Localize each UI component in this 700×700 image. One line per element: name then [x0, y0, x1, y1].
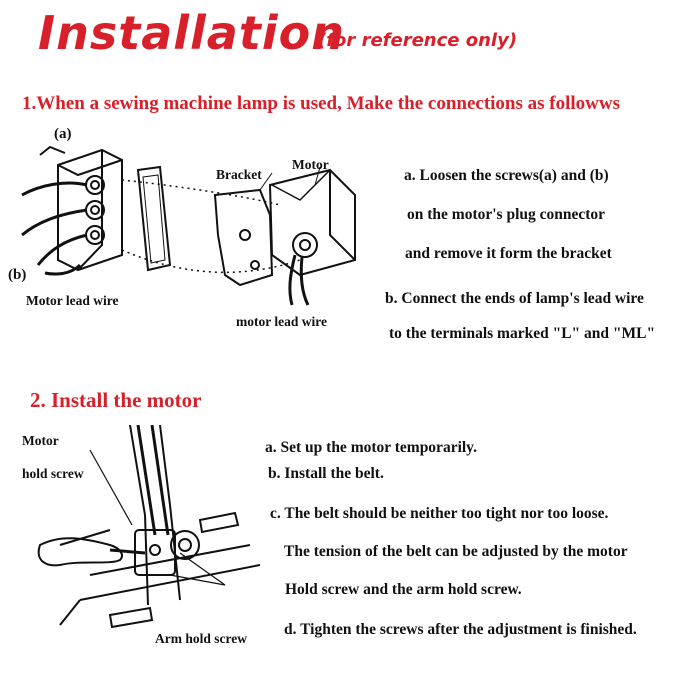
- step-2c-line2: The tension of the belt can be adjusted by the motor: [284, 543, 628, 560]
- step-2d: d. Tighten the screws after the adjustment is finished.: [284, 621, 637, 638]
- label-bracket: Bracket: [216, 167, 262, 182]
- label-arm-hold-screw: Arm hold screw: [155, 631, 247, 646]
- step-1a-line3: and remove it form the bracket: [405, 245, 612, 262]
- step-1a-line1: a. Loosen the screws(a) and (b): [404, 167, 609, 184]
- label-motor: Motor: [292, 157, 329, 172]
- step-1a-line2: on the motor's plug connector: [407, 206, 606, 223]
- section-2-heading: 2. Install the motor: [30, 388, 202, 412]
- label-hold-screw: hold screw: [22, 466, 84, 481]
- step-2c-line1: c. The belt should be neither too tight nor too loose.: [270, 505, 609, 522]
- step-2c-line3: Hold screw and the arm hold screw.: [285, 581, 522, 598]
- label-motor-lead-wire-left: Motor lead wire: [26, 293, 119, 308]
- motor-install-illustration: [20, 425, 260, 640]
- page-title: Installation: [38, 6, 345, 60]
- label-screw-b: (b): [8, 267, 27, 283]
- step-1b-line1: b. Connect the ends of lamp's lead wire: [385, 290, 644, 307]
- step-2b: b. Install the belt.: [268, 465, 384, 482]
- page-subtitle: (for reference only): [318, 30, 518, 51]
- step-2a: a. Set up the motor temporarily.: [265, 439, 477, 456]
- label-screw-a: (a): [54, 126, 72, 142]
- label-motor-lead-wire-right: motor lead wire: [236, 314, 327, 329]
- label-motor-2: Motor: [22, 433, 59, 448]
- step-1b-line2: to the terminals marked "L" and "ML": [389, 325, 656, 342]
- section-1-heading: 1.When a sewing machine lamp is used, Make the connections as followws: [22, 93, 620, 114]
